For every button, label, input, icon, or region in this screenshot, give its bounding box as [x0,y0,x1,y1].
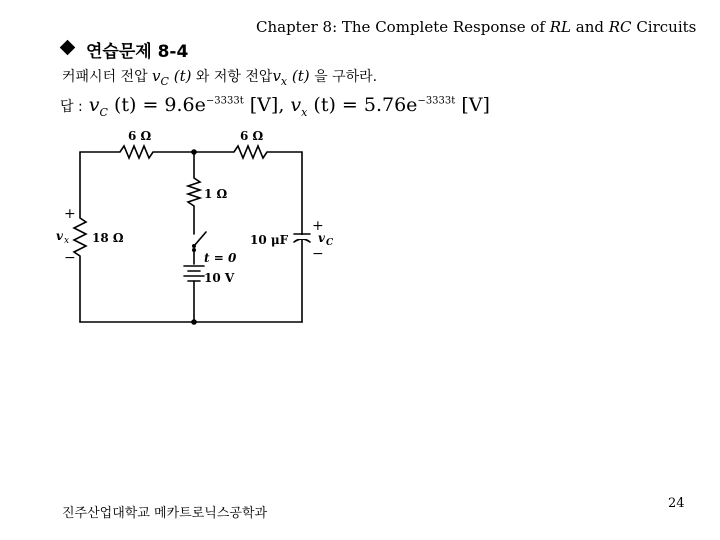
chapter-header: Chapter 8: The Complete Response of RL and RC Circuits [256,18,697,36]
footer-department: 진주산업대학교 메카트로닉스공학과 [62,506,268,521]
label-vx-plus: + [64,206,76,222]
label-capacitor: 10 μF [250,233,289,247]
label-vx-sub: x [64,236,70,246]
label-r-mid: 1 Ω [204,187,228,201]
problem-statement: 커패시터 전압 $v_C$ (t) 와 저항 전압$v_x$ (t) 을 구하라. [62,67,378,88]
label-r-left: 18 Ω [92,231,124,245]
exercise-title: 연습문제 8-4 [86,42,189,62]
answer-line: 답 : $v_C$ $(t) = 9.6e^{-3333t}$ [V], $v_x$ $(t) = 5.76e^{-3333t}$ [V] [60,94,490,119]
label-r-top-left: 6 Ω [128,129,152,143]
switch-contact [192,248,196,252]
page-number: 24 [668,496,685,511]
label-vx: v [56,229,63,243]
junction-bottom [191,319,197,325]
label-vx-minus: − [64,250,76,266]
diamond-bullet-icon [60,40,76,56]
label-vc-minus: − [312,246,324,262]
label-vc-plus: + [312,218,324,234]
label-switch: t = 0 [204,251,237,265]
circuit-diagram [54,122,354,332]
label-r-top-right: 6 Ω [240,129,264,143]
label-source: 10 V [204,271,235,285]
switch-pivot [192,244,196,248]
junction-top [191,149,197,155]
label-vc-sub: C [326,238,334,248]
label-vc: v [318,231,325,245]
